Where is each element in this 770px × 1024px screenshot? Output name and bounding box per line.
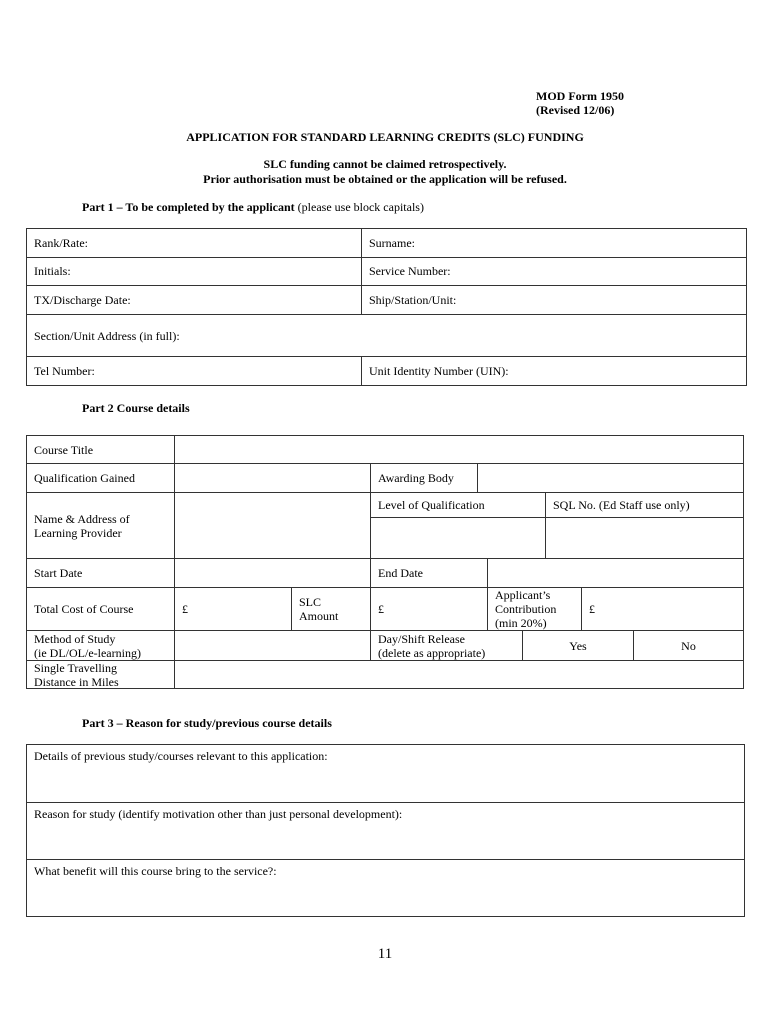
sql-no-input[interactable] bbox=[545, 517, 744, 559]
slc-amount-label-line1: SLC bbox=[299, 595, 322, 609]
method-of-study-line2: (ie DL/OL/e-learning) bbox=[34, 645, 141, 660]
learning-provider-label-line2: Learning Provider bbox=[34, 525, 122, 540]
awarding-body-label: Awarding Body bbox=[370, 463, 478, 493]
qualification-gained-label: Qualification Gained bbox=[26, 463, 175, 493]
start-date-label: Start Date bbox=[26, 558, 175, 588]
notice-line-2: Prior authorisation must be obtained or the application will be refused. bbox=[203, 172, 567, 186]
rank-rate-field[interactable]: Rank/Rate: bbox=[34, 236, 88, 250]
applicant-contribution-label bbox=[487, 587, 582, 631]
notice-line-1: SLC funding cannot be claimed retrospectively. bbox=[263, 157, 507, 171]
end-date-input[interactable] bbox=[487, 558, 744, 588]
total-cost-label: Total Cost of Course bbox=[26, 587, 175, 631]
slc-amount-label-line2: Amount bbox=[299, 609, 339, 623]
part1-row-initials bbox=[27, 258, 746, 286]
initials-field[interactable]: Initials: bbox=[34, 264, 71, 278]
awarding-body-input[interactable] bbox=[477, 463, 744, 493]
applicant-contribution-line2: Contribution bbox=[495, 602, 557, 616]
form-identifier bbox=[536, 89, 624, 117]
applicant-contribution-line3: (min 20%) bbox=[495, 616, 547, 630]
part1-row-rank bbox=[27, 229, 746, 258]
tel-number-field[interactable]: Tel Number: bbox=[34, 364, 95, 378]
previous-study-label: Details of previous study/courses relevant to this application: bbox=[34, 749, 328, 763]
reason-for-study-label: Reason for study (identify motivation other than just personal development): bbox=[34, 807, 403, 821]
day-shift-release-line2: (delete as appropriate) bbox=[378, 645, 486, 660]
section-address-field[interactable]: Section/Unit Address (in full): bbox=[34, 329, 180, 343]
sql-no-label: SQL No. (Ed Staff use only) bbox=[545, 492, 744, 518]
start-date-input[interactable] bbox=[174, 558, 371, 588]
discharge-date-field[interactable]: TX/Discharge Date: bbox=[34, 293, 131, 307]
applicant-contribution-line1: Applicant’s bbox=[495, 588, 551, 602]
page-number: 11 bbox=[377, 946, 393, 962]
total-cost-input[interactable] bbox=[174, 587, 292, 631]
learning-provider-input[interactable] bbox=[174, 492, 371, 559]
service-number-field[interactable]: Service Number: bbox=[369, 264, 451, 278]
learning-provider-label-line1: Name & Address of bbox=[34, 511, 130, 526]
travel-distance-line2: Distance in Miles bbox=[34, 674, 119, 689]
level-of-qualification-input[interactable] bbox=[370, 517, 546, 559]
previous-study-field[interactable] bbox=[27, 745, 744, 803]
day-shift-no-option[interactable]: No bbox=[633, 630, 744, 661]
applicant-contribution-pound: £ bbox=[589, 602, 595, 616]
ship-station-unit-field[interactable]: Ship/Station/Unit: bbox=[369, 293, 457, 307]
part1-row-address bbox=[27, 315, 746, 357]
course-title-label: Course Title bbox=[26, 435, 175, 464]
day-shift-release-label bbox=[370, 630, 523, 661]
day-shift-yes-option[interactable]: Yes bbox=[522, 630, 634, 661]
part3-heading: Part 3 – Reason for study/previous course details bbox=[82, 716, 332, 730]
part1-row-discharge bbox=[27, 286, 746, 315]
form-number: MOD Form 1950 bbox=[536, 89, 624, 103]
method-of-study-label bbox=[26, 630, 175, 661]
part2-table bbox=[26, 435, 744, 689]
part1-heading-note: (please use block capitals) bbox=[294, 200, 424, 214]
day-shift-release-line1: Day/Shift Release bbox=[378, 631, 465, 646]
travel-distance-input[interactable] bbox=[174, 660, 744, 689]
part1-heading bbox=[82, 200, 424, 215]
course-benefit-field[interactable] bbox=[27, 860, 744, 916]
method-of-study-input[interactable] bbox=[174, 630, 371, 661]
qualification-gained-input[interactable] bbox=[174, 463, 371, 493]
slc-amount-input[interactable] bbox=[370, 587, 488, 631]
travel-distance-line1: Single Travelling bbox=[34, 660, 118, 675]
method-of-study-line1: Method of Study bbox=[34, 631, 116, 646]
slc-amount-label bbox=[291, 587, 371, 631]
course-benefit-label: What benefit will this course bring to the service?: bbox=[34, 864, 277, 878]
reason-for-study-field[interactable] bbox=[27, 803, 744, 860]
level-of-qualification-label: Level of Qualification bbox=[370, 492, 546, 518]
uin-field[interactable]: Unit Identity Number (UIN): bbox=[369, 364, 509, 378]
part1-table bbox=[26, 228, 747, 386]
part1-heading-title: Part 1 – To be completed by the applicant bbox=[82, 200, 295, 214]
end-date-label: End Date bbox=[370, 558, 488, 588]
applicant-contribution-input[interactable] bbox=[581, 587, 744, 631]
travel-distance-label bbox=[26, 660, 175, 689]
surname-field[interactable]: Surname: bbox=[369, 236, 415, 250]
part1-row-tel bbox=[27, 357, 746, 385]
slc-amount-pound: £ bbox=[378, 602, 384, 616]
form-revision: (Revised 12/06) bbox=[536, 103, 615, 117]
course-title-input[interactable] bbox=[174, 435, 744, 464]
learning-provider-label bbox=[26, 492, 175, 559]
part3-table bbox=[26, 744, 745, 917]
part2-heading: Part 2 Course details bbox=[82, 401, 190, 415]
form-title: APPLICATION FOR STANDARD LEARNING CREDITS (SLC) FUNDING bbox=[186, 130, 584, 144]
form-notice bbox=[0, 157, 770, 187]
total-cost-pound: £ bbox=[182, 602, 188, 616]
